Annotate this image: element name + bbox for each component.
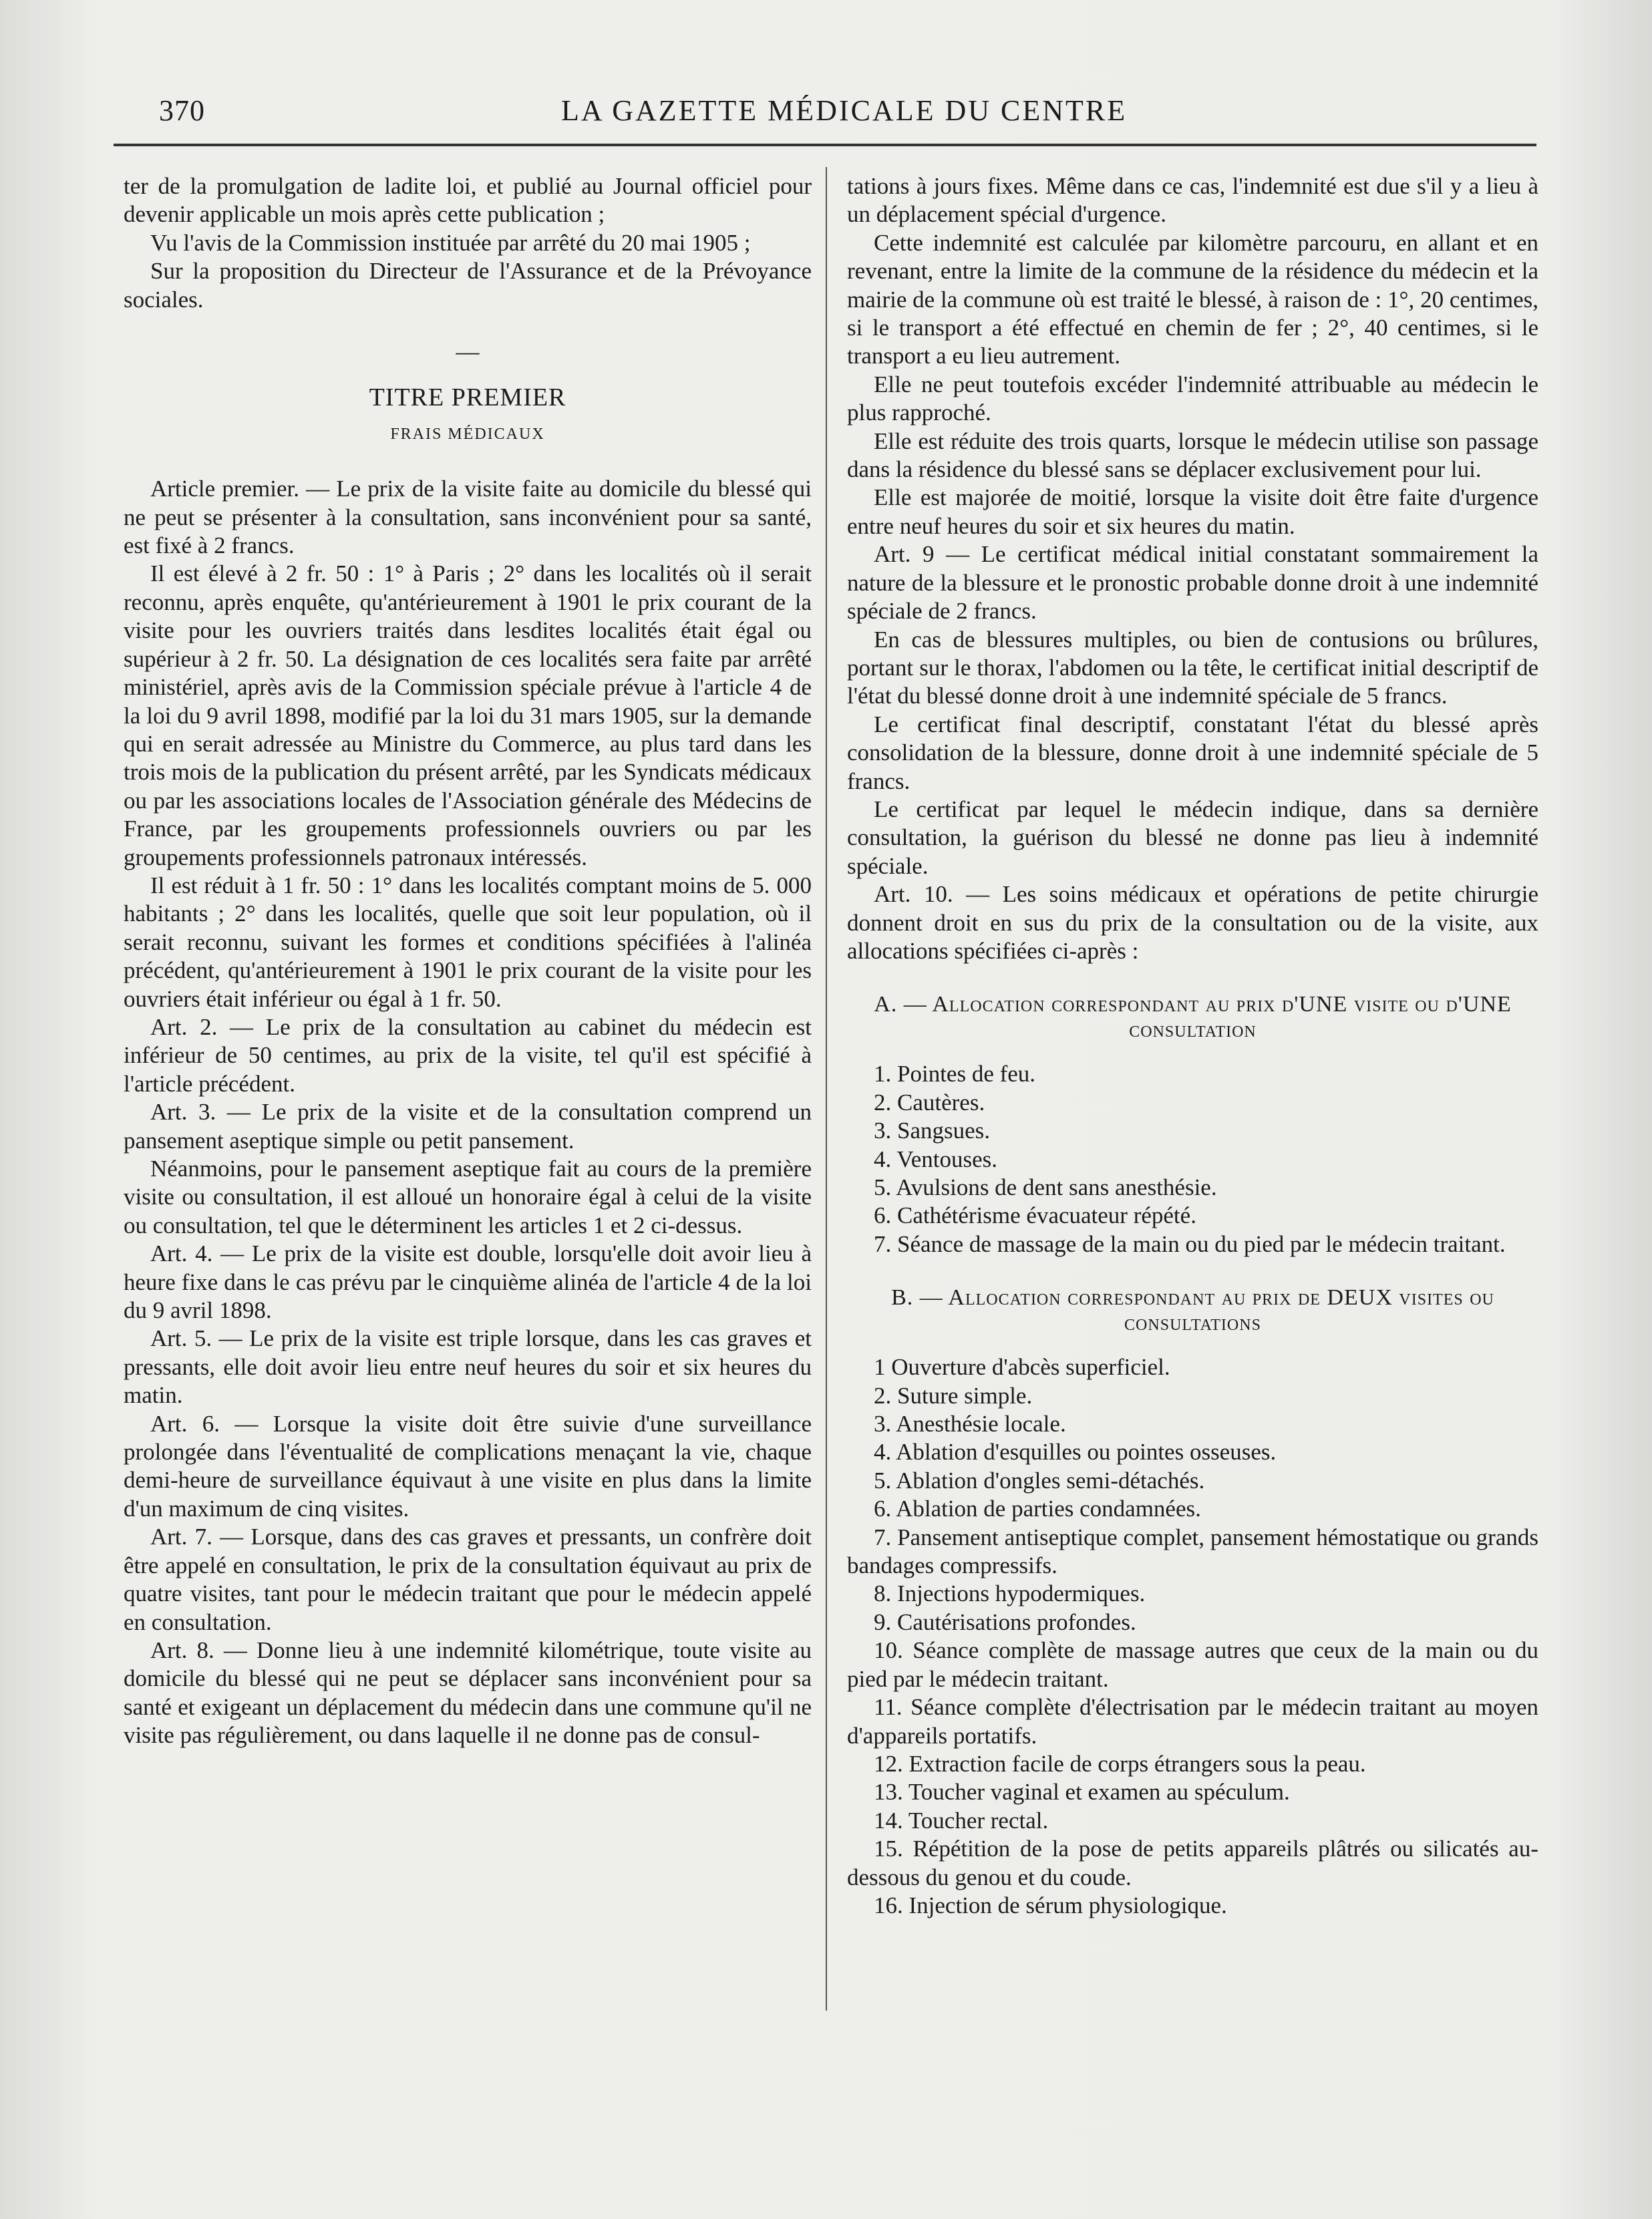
article-paragraph: Néanmoins, pour le pansement aseptique fait au cours de la première visite ou consultation, il est alloué un honoraire égal à celui de la visite ou consultation, tel que le déterminent les articles 1 et 2 ci-dessus. xyxy=(124,1156,812,1238)
section-title: TITRE PREMIER xyxy=(369,383,566,412)
article-paragraph: Art. 8. — Donne lieu à une indemnité kilométrique, toute visite au domicile du blessé qui ne peut se déplacer sans inconvénient pour sa santé et exigeant un déplacement du médecin dans une commune qu'il ne visite pas régulièrement, ou dans laquelle il ne donne pas de consul- xyxy=(124,1637,812,1749)
page-header xyxy=(114,94,1530,134)
list-item: 7. Séance de massage de la main ou du pied par le médecin traitant. xyxy=(874,1230,1506,1257)
article-paragraph: Art. 3. — Le prix de la visite et de la consultation comprend un pansement aseptique simple ou petit pansement. xyxy=(124,1099,812,1154)
list-item: 6. Cathétérisme évacuateur répété. xyxy=(874,1202,1196,1229)
list-item: 7. Pansement antiseptique complet, pansement hémostatique ou grands bandages compressifs. xyxy=(847,1524,1538,1579)
right-column xyxy=(847,172,1538,1920)
article-paragraph: Le certificat final descriptif, constatant l'état du blessé après consolidation de la blessure, donne droit à une indemnité spéciale de 5 francs. xyxy=(847,711,1538,794)
article-paragraph: Art. 2. — Le prix de la consultation au cabinet du médecin est inférieur de 50 centimes, au prix de la visite, tel qu'il est spécifié à l'article précédent. xyxy=(124,1013,812,1097)
left-column xyxy=(124,172,812,1750)
section-separator: — xyxy=(456,339,480,365)
article-paragraph: Art. 6. — Lorsque la visite doit être suivie d'une surveillance prolongée dans l'éventualité de complications menaçant la vie, chaque demi-heure de surveillance équivaut à une visite en plus dans la limite d'un maximum de cinq visites. xyxy=(124,1410,812,1522)
intro-paragraph: Vu l'avis de la Commission instituée par arrêté du 20 mai 1905 ; xyxy=(150,229,751,256)
article-paragraph: Art. 9 — Le certificat médical initial constatant sommairement la nature de la blessure et le pronostic probable donne droit à une indemnité spéciale de 2 francs. xyxy=(847,541,1538,625)
list-item: 14. Toucher rectal. xyxy=(874,1807,1049,1834)
article-paragraph: Art. 4. — Le prix de la visite est double, lorsqu'elle doit avoir lieu à heure fixe dans le cas prévu par le cinquième alinéa de l'article 4 de la loi du 9 avril 1898. xyxy=(124,1240,812,1324)
article-paragraph: Il est réduit à 1 fr. 50 : 1° dans les localités comptant moins de 5. 000 habitants ; 2° dans les localités, quelle que soit leur population, où il serait reconnu, suivant les formes et conditions spécifiées à l'alinéa précédent, qu'antérieurement à 1901 le prix courant de la visite pour les ouvriers était inférieur ou égal à 1 fr. 50. xyxy=(124,872,812,1012)
list-item: 9. Cautérisations profondes. xyxy=(874,1608,1136,1635)
article-paragraph: tations à jours fixes. Même dans ce cas, l'indemnité est due s'il y a lieu à un déplacement spécial d'urgence. xyxy=(847,173,1538,228)
section-subtitle: FRAIS MÉDICAUX xyxy=(390,425,545,443)
list-item: 12. Extraction facile de corps étrangers sous la peau. xyxy=(874,1750,1366,1777)
article-paragraph: Art. 10. — Les soins médicaux et opérations de petite chirurgie donnent droit en sus du prix de la consultation ou de la visite, aux allocations spécifiées ci-après : xyxy=(847,881,1538,964)
list-item: 10. Séance complète de massage autres que ceux de la main ou du pied par le médecin traitant. xyxy=(847,1637,1538,1692)
list-item: 2. Cautères. xyxy=(874,1089,985,1116)
page-title: LA GAZETTE MÉDICALE DU CENTRE xyxy=(561,94,1128,127)
article-paragraph: Elle ne peut toutefois excéder l'indemnité attribuable au médecin le plus rapproché. xyxy=(847,371,1538,426)
intro-paragraph: Sur la proposition du Directeur de l'Assurance et de la Prévoyance sociales. xyxy=(124,258,812,313)
list-item: 16. Injection de sérum physiologique. xyxy=(874,1892,1227,1918)
list-item: 5. Avulsions de dent sans anesthésie. xyxy=(874,1174,1217,1200)
article-paragraph: Art. 7. — Lorsque, dans des cas graves et pressants, un confrère doit être appelé en consultation, le prix de la consultation équivaut au prix de quatre visites, tant pour le médecin traitant que pour le médecin appelé en consultation. xyxy=(124,1524,812,1635)
article-paragraph: Il est élevé à 2 fr. 50 : 1° à Paris ; 2° dans les localités où il serait reconnu, après enquête, qu'antérieurement à 1901 le prix courant de la visite pour les ouvriers traités dans lesdites localités était égal ou supérieur à 2 fr. 50. La désignation de ces localités sera faite par arrêté ministériel, après avis de la Commission spéciale prévue à l'article 4 de la loi du 9 avril 1898, modifié par la loi du 31 mars 1905, sur la demande qui en serait adressée au Ministre du Commerce, au plus tard dans les trois mois de la publication du présent arrêté, par les Syndicats médicaux ou par les associations locales de l'Association générale des Médecins de France, par les groupements professionnels ouvriers ou par les groupements professionnels patronaux intéressés. xyxy=(124,560,812,870)
list-item: 15. Répétition de la pose de petits appareils plâtrés ou silicatés au-dessous du genou et du coude. xyxy=(847,1836,1538,1890)
list-item: 8. Injections hypodermiques. xyxy=(874,1580,1146,1607)
list-item: 2. Suture simple. xyxy=(874,1382,1033,1409)
article-paragraph: Art. 5. — Le prix de la visite est triple lorsque, dans les cas graves et pressants, elle doit avoir lieu entre neuf heures du soir et six heures du matin. xyxy=(124,1325,812,1409)
list-item: 6. Ablation de parties condamnées. xyxy=(874,1496,1201,1522)
allocation-heading-b: B. — Allocation correspondant au prix de DEUX visites ou consultations xyxy=(891,1285,1494,1336)
column-separator xyxy=(826,167,827,2011)
article-paragraph: En cas de blessures multiples, ou bien de contusions ou brûlures, portant sur le thorax, l'abdomen ou la tête, le certificat initial descriptif de l'état du blessé donne droit à une indemnité spéciale de 5 francs. xyxy=(847,626,1538,709)
list-item: 3. Sangsues. xyxy=(874,1118,991,1144)
article-paragraph: Cette indemnité est calculée par kilomètre parcouru, en allant et en revenant, entre la limite de la commune de la résidence du médecin et la mairie de la commune où est traité le blessé, à raison de : 1°, 20 centimes, si le transport a été effectué en chemin de fer ; 2°, 40 centimes, si le transport a eu lieu autrement. xyxy=(847,229,1538,369)
page-number: 370 xyxy=(159,94,205,127)
list-item: 1. Pointes de feu. xyxy=(874,1061,1036,1087)
allocation-list-a xyxy=(847,1060,1538,1258)
list-item: 11. Séance complète d'électrisation par le médecin traitant au moyen d'appareils portatifs. xyxy=(847,1694,1538,1749)
allocation-list-b xyxy=(847,1353,1538,1920)
list-item: 13. Toucher vaginal et examen au spéculum. xyxy=(874,1779,1290,1806)
allocation-heading-a: A. — Allocation correspondant au prix d'UNE visite ou d'UNE consultation xyxy=(874,992,1512,1043)
list-item: 4. Ventouses. xyxy=(874,1146,998,1172)
intro-paragraph: ter de la promulgation de ladite loi, et publié au Journal officiel pour devenir applicable un mois après cette publication ; xyxy=(124,173,812,228)
article-paragraph: Elle est majorée de moitié, lorsque la visite doit être faite d'urgence entre neuf heures du soir et six heures du matin. xyxy=(847,484,1538,539)
article-paragraph: Article premier. — Le prix de la visite faite au domicile du blessé qui ne peut se présenter à la consultation, sans inconvénient pour sa santé, est fixé à 2 francs. xyxy=(124,476,812,559)
list-item: 5. Ablation d'ongles semi-détachés. xyxy=(874,1467,1205,1494)
article-paragraph: Elle est réduite des trois quarts, lorsque le médecin utilise son passage dans la résidence du blessé sans se déplacer exclusivement pour lui. xyxy=(847,428,1538,483)
list-item: 3. Anesthésie locale. xyxy=(874,1411,1066,1437)
article-paragraph: Le certificat par lequel le médecin indique, dans sa dernière consultation, la guérison du blessé ne donne pas lieu à indemnité spéciale. xyxy=(847,796,1538,879)
list-item: 1 Ouverture d'abcès superficiel. xyxy=(874,1354,1170,1381)
list-item: 4. Ablation d'esquilles ou pointes osseuses. xyxy=(874,1439,1277,1466)
header-rule xyxy=(114,144,1536,146)
